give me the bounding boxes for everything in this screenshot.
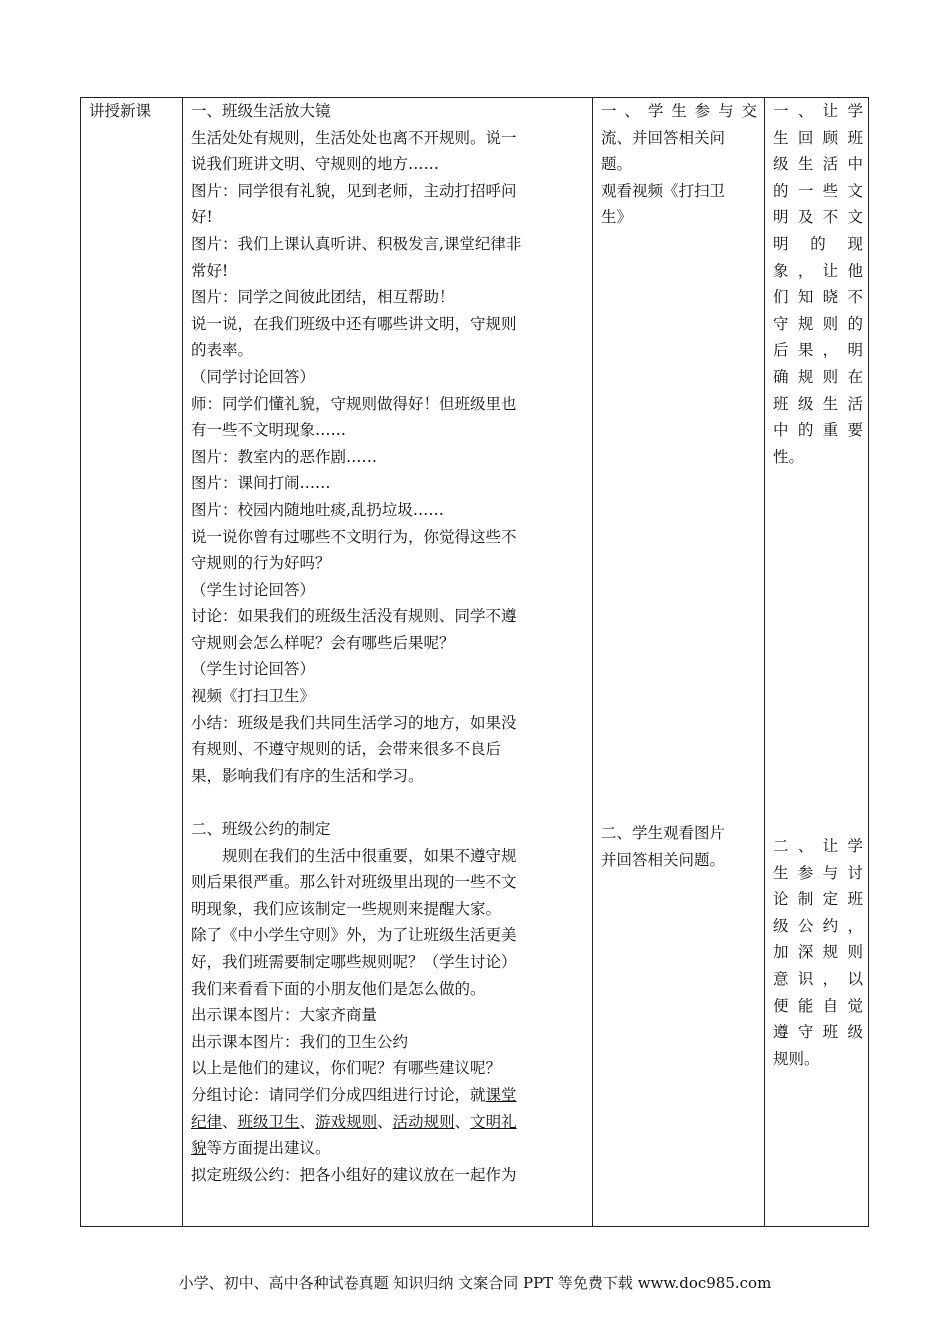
content-line: （学生讨论回答） [191, 580, 316, 599]
column-divider [182, 98, 183, 1226]
content-line: 出示课本图片：我们的卫生公约 [191, 1032, 409, 1051]
content-line: 出示课本图片：大家齐商量 [191, 1006, 378, 1025]
design-intent-line: 性。 [773, 447, 805, 466]
content-line: 以上是他们的建议，你们呢？有哪些建议呢？ [191, 1059, 502, 1078]
student-activity-line: 题。 [601, 155, 633, 174]
lesson-plan-table [80, 97, 869, 1227]
design-intent-line: 生回顾班 [773, 128, 863, 147]
content-line: 拟定班级公约：把各小组好的建议放在一起作为 [191, 1165, 517, 1184]
design-intent-line: 守规则的 [773, 314, 863, 333]
content-line: 除了《中小学生守则》外，为了让班级生活更美 [191, 926, 517, 945]
design-intent-line: 中的重要 [773, 421, 863, 440]
design-intent-line: 意识，以 [773, 969, 863, 988]
content-line: 二、班级公约的制定 [191, 820, 331, 839]
topic-class-hygiene: 班级卫生 [237, 1112, 300, 1131]
topic-classroom-discipline: 纪律 [191, 1112, 223, 1131]
topic-civility: 文明礼 [470, 1112, 517, 1131]
content-line: 图片：课间打闹…… [191, 474, 331, 493]
design-intent-line: 规则。 [773, 1049, 820, 1068]
content-line: 果，影响我们有序的生活和学习。 [191, 766, 424, 785]
section-label: 讲授新课 [89, 102, 152, 120]
content-line: 守规则的行为好吗？ [191, 554, 331, 573]
design-intent-line: 便能自觉 [773, 996, 863, 1015]
topic-classroom-discipline: 课堂 [485, 1085, 517, 1104]
content-line: 图片：同学很有礼貌，见到老师，主动打招呼问 [191, 181, 517, 200]
student-activity-line: 二、学生观看图片 [601, 824, 726, 842]
content-line: 说一说你曾有过哪些不文明行为，你觉得这些不 [191, 527, 517, 546]
design-intent-line: 后果，明 [773, 341, 863, 360]
student-activity-line: 流、并回答相关问 [601, 128, 726, 147]
design-intent-line: 一、让学 [773, 102, 863, 120]
design-intent-line: 们知晓不 [773, 288, 863, 307]
content-line: 的表率。 [191, 341, 254, 360]
design-intent-line: 班级生活 [773, 394, 863, 413]
content-line: 好! [191, 208, 213, 227]
student-activity-line: 并回答相关问题。 [601, 850, 726, 869]
design-intent-line: 级生活中 [773, 155, 863, 174]
content-line: 小结：班级是我们共同生活学习的地方，如果没 [191, 713, 517, 732]
content-line: 讨论：如果我们的班级生活没有规则、同学不遵 [191, 607, 517, 626]
group-discussion-line: 貌等方面提出建议。 [191, 1139, 331, 1158]
design-intent-line: 生参与讨 [773, 863, 863, 882]
content-line: 图片：校园内随地吐痰,乱扔垃圾…… [191, 500, 444, 519]
design-intent-line: 确规则在 [773, 367, 863, 386]
content-line: 图片：教室内的恶作剧…… [191, 447, 378, 466]
content-line: 说一说，在我们班级中还有哪些讲文明，守规则 [191, 314, 517, 333]
design-intent-line: 二、让学 [773, 837, 863, 855]
column-divider [592, 98, 593, 1226]
content-line: （学生讨论回答） [191, 660, 316, 679]
student-activity-line: 一、学生参与交 [601, 102, 757, 120]
content-line: 说我们班讲文明、守规则的地方…… [191, 155, 440, 174]
content-line: 规则在我们的生活中很重要，如果不遵守规 [222, 846, 517, 865]
teaching-content-cell [191, 98, 585, 1188]
design-intent-line: 明的现 [773, 234, 863, 253]
content-line: 则后果很严重。那么针对班级里出现的一些不文 [191, 873, 517, 892]
topic-activity-rules: 活动规则 [392, 1112, 455, 1131]
design-intent-line: 明及不文 [773, 208, 863, 227]
topic-game-rules: 游戏规则 [315, 1112, 378, 1131]
group-discussion-line: 分组讨论：请同学们分成四组进行讨论，就课堂 [191, 1085, 517, 1104]
group-discussion-line: 纪律、班级卫生、游戏规则、活动规则、文明礼 [191, 1112, 517, 1131]
design-intent-line: 论制定班 [773, 890, 863, 909]
design-intent-line: 象，让他 [773, 261, 863, 280]
content-line: 图片：我们上课认真听讲、积极发言,课堂纪律非 [191, 234, 522, 253]
design-intent-line: 的一些文 [773, 181, 863, 200]
content-line: 图片：同学之间彼此团结，相互帮助！ [191, 288, 455, 307]
content-line: （同学讨论回答） [191, 367, 316, 386]
section-label-cell [89, 98, 181, 125]
content-line: 明现象，我们应该制定一些规则来提醒大家。 [191, 899, 502, 918]
content-line: 守规则会怎么样呢？会有哪些后果呢？ [191, 633, 455, 652]
content-line: 常好! [191, 261, 229, 280]
design-intent-line: 加深规则 [773, 943, 863, 962]
content-line: 有一些不文明现象…… [191, 421, 347, 440]
content-line: 视频《打扫卫生》 [191, 687, 316, 706]
page-footer: 小学、初中、高中各种试卷真题 知识归纳 文案合同 PPT 等免费下载 www.doc985.com [178, 1274, 772, 1292]
column-divider [764, 98, 765, 1226]
content-line: 生活处处有规则，生活处处也离不开规则。说一 [191, 128, 517, 147]
design-intent-cell [773, 98, 863, 1068]
student-activity-line: 生》 [601, 208, 633, 227]
content-line: 师：同学们懂礼貌，守规则做得好！但班级里也 [191, 394, 517, 413]
content-line: 我们来看看下面的小朋友他们是怎么做的。 [191, 979, 486, 998]
student-activity-cell [601, 98, 757, 869]
content-line: 好，我们班需要制定哪些规则呢？（学生讨论） [191, 953, 517, 971]
topic-civility: 貌 [191, 1139, 207, 1158]
design-intent-line: 级公约， [773, 916, 863, 935]
student-activity-line: 观看视频《打扫卫 [601, 181, 726, 200]
design-intent-line: 遵守班级 [773, 1023, 863, 1042]
content-line: 一、班级生活放大镜 [191, 102, 331, 120]
content-line: 有规则、不遵守规则的话，会带来很多不良后 [191, 740, 502, 759]
